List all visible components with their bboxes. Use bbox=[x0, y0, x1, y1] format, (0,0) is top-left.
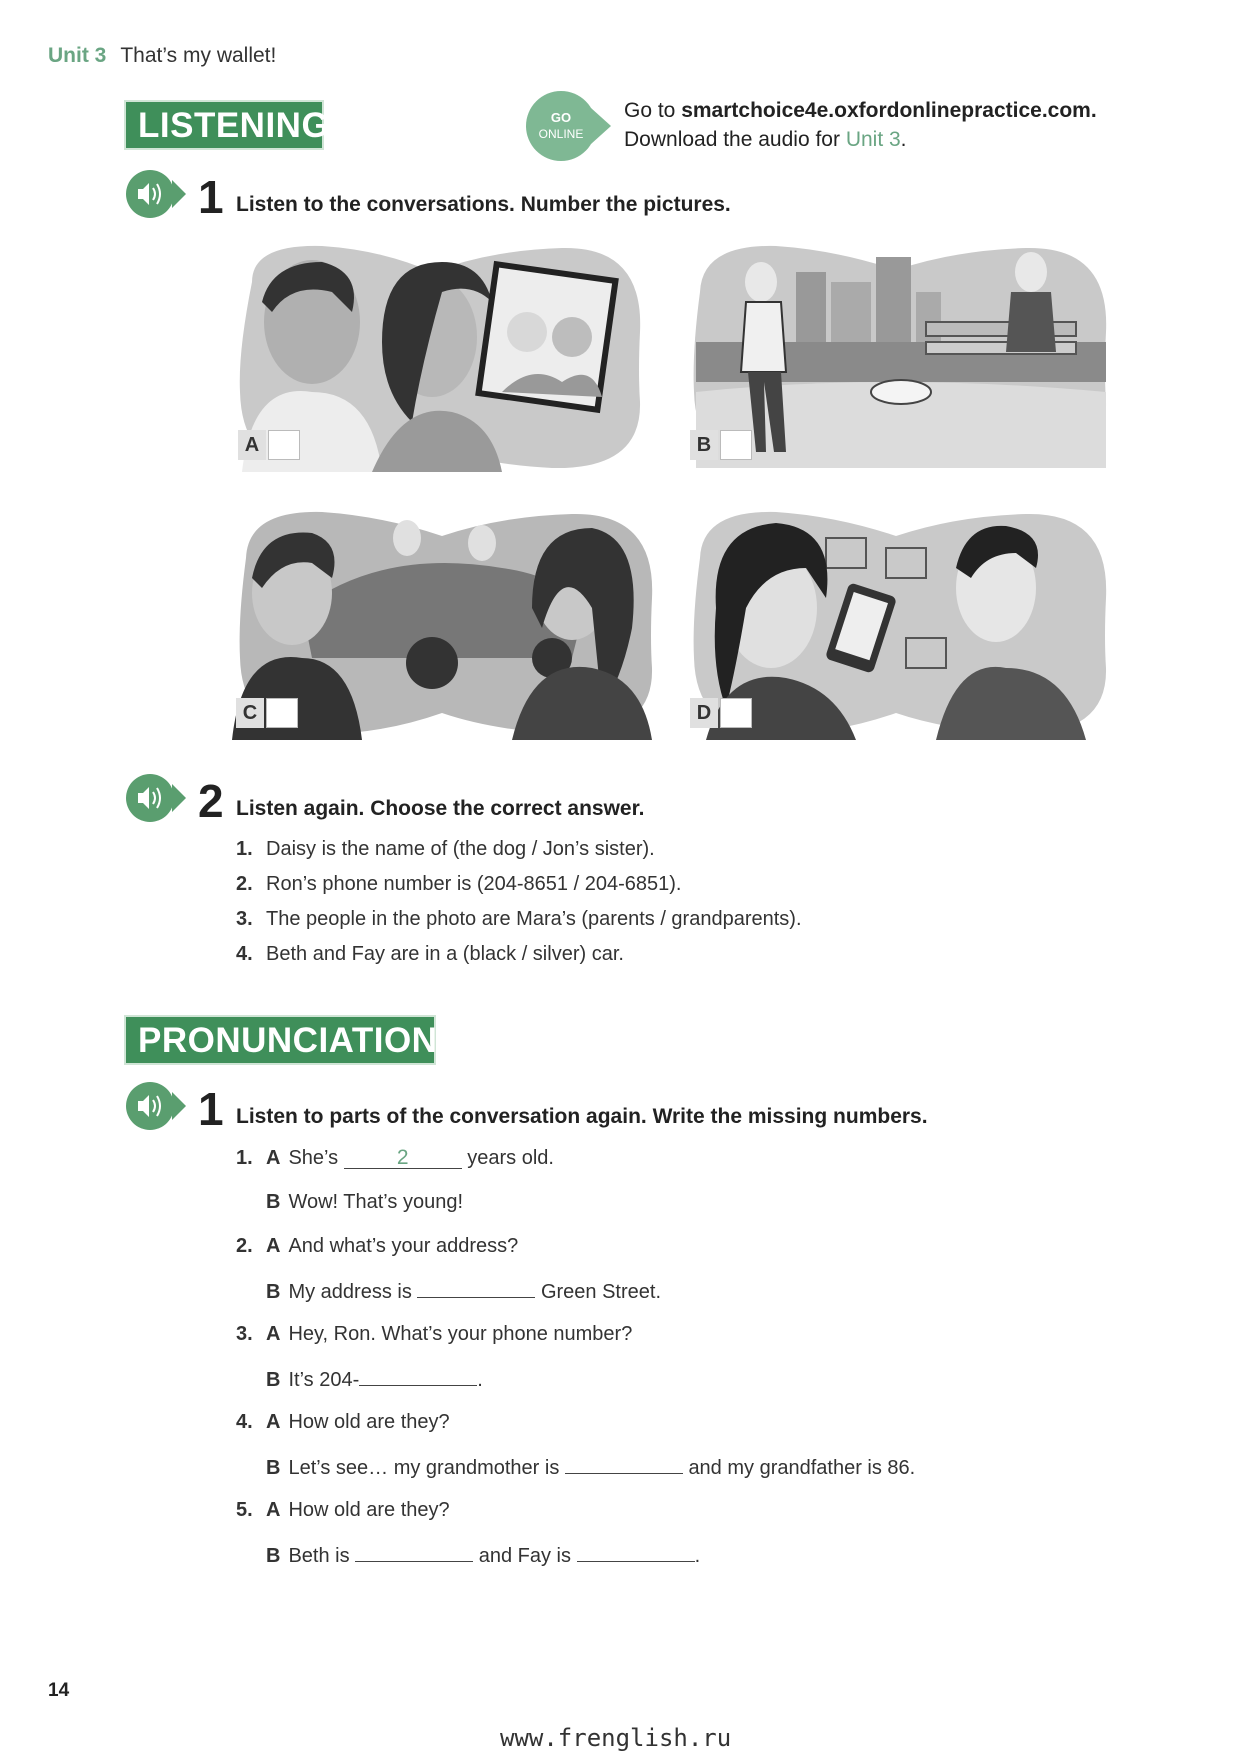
speaker-label: B bbox=[266, 1369, 281, 1391]
line-text: How old are they? bbox=[288, 1411, 450, 1433]
line-text: and my grandfather is 86. bbox=[688, 1457, 916, 1479]
speaker-label: A bbox=[266, 1235, 281, 1257]
item-text[interactable]: Ron’s phone number is (204-8651 / 204-6851). bbox=[266, 873, 682, 895]
list-item bbox=[236, 838, 655, 861]
speaker-label: B bbox=[266, 1281, 281, 1303]
list-item bbox=[236, 873, 681, 896]
exercise-number: 1 bbox=[198, 1083, 224, 1135]
picture-b-label: B bbox=[690, 430, 718, 460]
answer-blank[interactable] bbox=[565, 1455, 683, 1474]
item-number: 1. bbox=[236, 838, 253, 860]
unit-label: Unit 3 bbox=[48, 44, 107, 67]
picture-a bbox=[232, 242, 644, 472]
go-line2-suffix: . bbox=[900, 128, 907, 151]
question-number: 2. bbox=[236, 1235, 253, 1257]
line-text: . bbox=[477, 1369, 483, 1391]
audio-speaker-icon[interactable] bbox=[124, 168, 186, 220]
line-text: Green Street. bbox=[540, 1281, 662, 1303]
go-online-badge[interactable] bbox=[525, 88, 613, 164]
answer-blank[interactable] bbox=[417, 1279, 535, 1298]
exercise-instruction: Listen to parts of the conversation again. Write the missing numbers. bbox=[236, 1105, 928, 1128]
unit-header bbox=[48, 44, 276, 68]
speaker-label: B bbox=[266, 1545, 281, 1567]
go-badge-line2: ONLINE bbox=[538, 127, 584, 141]
go-line1-prefix: Go to bbox=[624, 99, 682, 122]
picture-c bbox=[232, 508, 658, 740]
answer-blank[interactable] bbox=[577, 1543, 695, 1562]
dialogue-line bbox=[266, 1367, 483, 1392]
go-line2-unit: Unit 3 bbox=[845, 128, 901, 151]
exercise-instruction: Listen to the conversations. Number the pictures. bbox=[236, 193, 731, 216]
item-number: 4. bbox=[236, 943, 253, 965]
picture-b-answer-box[interactable] bbox=[720, 430, 752, 460]
go-line2-prefix: Download the audio for bbox=[624, 128, 846, 151]
picture-d-label: D bbox=[690, 698, 718, 728]
go-online-text bbox=[624, 96, 1097, 154]
speaker-label: A bbox=[266, 1411, 281, 1433]
page-number: 14 bbox=[48, 1680, 70, 1701]
watermark: www.frenglish.ru bbox=[500, 1724, 732, 1752]
answer-blank[interactable]: 2 bbox=[344, 1150, 462, 1169]
dialogue-line bbox=[236, 1323, 632, 1346]
speaker-label: A bbox=[266, 1499, 281, 1521]
line-text: It’s 204- bbox=[288, 1369, 360, 1391]
question-number: 5. bbox=[236, 1499, 253, 1521]
question-number: 3. bbox=[236, 1323, 253, 1345]
line-text: Let’s see… my grandmother is bbox=[288, 1457, 560, 1479]
dialogue-line bbox=[236, 1411, 450, 1434]
question-number: 4. bbox=[236, 1411, 253, 1433]
picture-d bbox=[686, 508, 1112, 740]
dialogue-line bbox=[236, 1147, 554, 1170]
speaker-label: A bbox=[266, 1323, 281, 1345]
picture-a-label: A bbox=[238, 430, 266, 460]
picture-d-answer-box[interactable] bbox=[720, 698, 752, 728]
unit-title: That’s my wallet! bbox=[120, 44, 277, 67]
exercise-number: 1 bbox=[198, 171, 224, 223]
audio-speaker-icon[interactable] bbox=[124, 772, 186, 824]
dialogue-line bbox=[236, 1499, 450, 1522]
line-text: Wow! That’s young! bbox=[288, 1191, 463, 1213]
picture-a-answer-box[interactable] bbox=[268, 430, 300, 460]
go-online-icon bbox=[525, 88, 613, 164]
dialogue-line bbox=[266, 1191, 463, 1214]
item-text[interactable]: Beth and Fay are in a (black / silver) car. bbox=[266, 943, 624, 965]
picture-c-label: C bbox=[236, 698, 264, 728]
dialogue-line bbox=[236, 1235, 518, 1258]
line-text: My address is bbox=[288, 1281, 412, 1303]
line-text: and Fay is bbox=[478, 1545, 571, 1567]
line-text: . bbox=[694, 1545, 701, 1567]
item-number: 2. bbox=[236, 873, 253, 895]
go-badge-line1: GO bbox=[550, 110, 572, 125]
line-text: She’s bbox=[288, 1147, 339, 1169]
line-text: Beth is bbox=[288, 1545, 350, 1567]
exercise-instruction: Listen again. Choose the correct answer. bbox=[236, 797, 645, 820]
item-number: 3. bbox=[236, 908, 253, 930]
audio-speaker-icon[interactable] bbox=[124, 1080, 186, 1132]
picture-b bbox=[686, 242, 1112, 472]
list-item bbox=[236, 908, 802, 931]
go-online-url[interactable]: smartchoice4e.oxfordonlinepractice.com. bbox=[681, 99, 1097, 122]
item-text[interactable]: Daisy is the name of (the dog / Jon’s sister). bbox=[266, 838, 655, 860]
item-text[interactable]: The people in the photo are Mara’s (parents / grandparents). bbox=[266, 908, 802, 930]
line-text: How old are they? bbox=[288, 1499, 450, 1521]
dialogue-line bbox=[266, 1455, 915, 1480]
line-text: years old. bbox=[467, 1147, 554, 1169]
listening-banner: LISTENING bbox=[124, 100, 324, 150]
dialogue-line bbox=[266, 1543, 700, 1568]
speaker-label: A bbox=[266, 1147, 281, 1169]
speaker-label: B bbox=[266, 1457, 281, 1479]
exercise-number: 2 bbox=[198, 775, 224, 827]
speaker-label: B bbox=[266, 1191, 281, 1213]
list-item bbox=[236, 943, 624, 966]
answer-blank[interactable] bbox=[355, 1543, 473, 1562]
question-number: 1. bbox=[236, 1147, 253, 1169]
line-text: And what’s your address? bbox=[288, 1235, 519, 1257]
answer-blank[interactable] bbox=[359, 1367, 477, 1386]
line-text: Hey, Ron. What’s your phone number? bbox=[288, 1323, 633, 1345]
dialogue-line bbox=[266, 1279, 661, 1304]
picture-c-answer-box[interactable] bbox=[266, 698, 298, 728]
pronunciation-banner: PRONUNCIATION bbox=[124, 1015, 436, 1065]
